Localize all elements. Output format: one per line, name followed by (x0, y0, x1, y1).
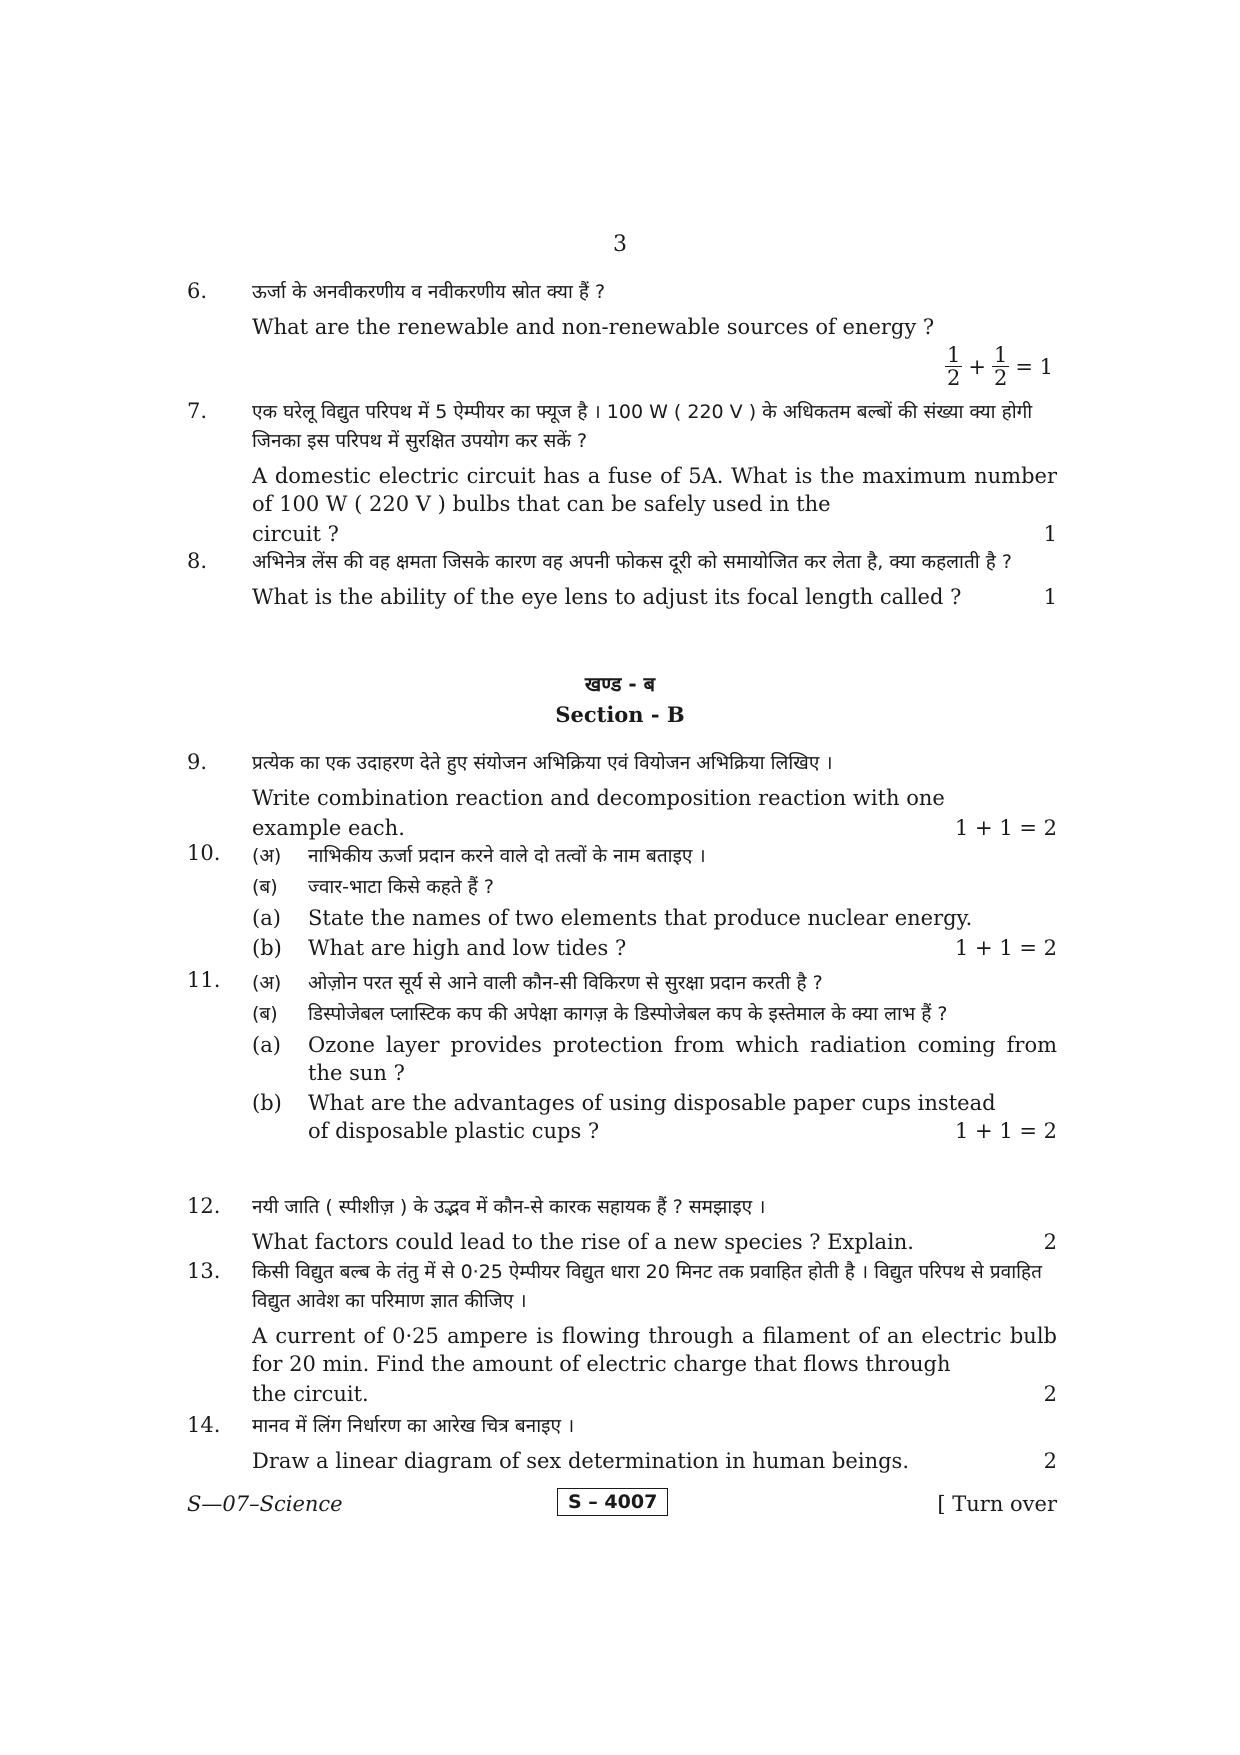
marks-line: circuit ? 1 (252, 522, 1057, 546)
question-text-hindi: किसी विद्युत बल्ब के तंतु में से 0·25 ऐम्पीयर विद्युत धारा 20 मिनट तक प्रवाहित होती है । विद्युत परिपथ से प्रवाहित विद्युत आवेश का परिमाण ज्ञात कीजिए । (252, 1261, 1042, 1312)
marks: 1 + 1 = 2 (955, 936, 1057, 960)
marks-fraction (945, 344, 1053, 389)
question-number: 7. (187, 399, 208, 423)
marks: 2 (1043, 1230, 1057, 1254)
marks: 2 (1043, 1449, 1057, 1473)
page-number: 3 (613, 232, 627, 257)
question-text-hindi: मानव में लिंग निर्धारण का आरेख चित्र बनाइए । (252, 1415, 575, 1437)
question-text-english: What factors could lead to the rise of a new species ? Explain. (252, 1230, 914, 1254)
question-number: 9. (187, 750, 208, 774)
sub-question-a: (a) State the names of two elements that produce nuclear energy. (252, 906, 973, 930)
question-text-hindi: प्रत्येक का एक उदाहरण देते हुए संयोजन अभिक्रिया एवं वियोजन अभिक्रिया लिखिए । (252, 752, 833, 774)
question-13 (187, 1258, 1057, 1408)
question-14 (187, 1412, 1057, 1475)
question-9 (187, 749, 1057, 842)
question-text-english: A domestic electric circuit has a fuse of 5A. What is the maximum number of 100 W ( 220 V ) bulbs that can be safely used in the (252, 464, 1057, 516)
question-text-hindi: अभिनेत्र लेंस की वह क्षमता जिसके कारण वह अपनी फोकस दूरी को समायोजित कर लेता है, क्या कहलाती है ? (252, 551, 1012, 573)
fraction-half: 1 2 (947, 343, 961, 390)
question-11 (187, 967, 1057, 1145)
sub-question-b-hindi: (ब) डिस्पोजेबल प्लास्टिक कप की अपेक्षा कागज़ के डिस्पोजेबल कप के इस्तेमाल के क्या लाभ हैं ? (252, 1003, 948, 1025)
fraction-half: $\frac{1}{2}$ (993, 343, 1008, 390)
sub-question-a-hindi: (अ) नाभिकीय ऊर्जा प्रदान करने वाले दो तत्वों के नाम बताइए । (252, 845, 706, 867)
question-8 (187, 548, 1057, 611)
plus-sign: + (968, 354, 986, 379)
question-text-english: A current of 0·25 ampere is flowing through a filament of an electric bulb for 20 min. Find the amount of electric charge that flows through (252, 1324, 1057, 1376)
question-number: 12. (187, 1194, 221, 1218)
marks-line: example each. 1 + 1 = 2 (252, 816, 1057, 840)
sub-question-b: (b) What are high and low tides ? 1 + 1 = 2 (252, 936, 1057, 960)
question-number: 13. (187, 1259, 221, 1283)
question-12 (187, 1193, 1057, 1256)
question-text-hindi: ऊर्जा के अनवीकरणीय व नवीकरणीय स्रोत क्या हैं ? (252, 281, 606, 303)
question-number: 10. (187, 841, 221, 865)
turn-over-note: [ Turn over (937, 1492, 1057, 1516)
marks-line (252, 1447, 1057, 1475)
question-number: 14. (187, 1413, 221, 1437)
marks: 1 (1043, 585, 1057, 609)
question-number: 11. (187, 968, 221, 992)
question-10 (187, 840, 1057, 962)
question-number: 6. (187, 279, 208, 303)
marks: 1 + 1 = 2 (955, 1119, 1057, 1143)
series-code-box: S – 4007 (557, 1488, 668, 1516)
sub-question-b-hindi: (ब) ज्वार-भाटा किसे कहते हैं ? (252, 876, 494, 898)
marks: 2 (1043, 1382, 1057, 1406)
question-7 (187, 398, 1057, 548)
marks-total: = 1 (1015, 354, 1053, 379)
marks-line (252, 583, 1057, 611)
page-footer (187, 1488, 1057, 1522)
question-text-english: Write combination reaction and decomposition reaction with one (252, 786, 945, 810)
sub-question-b: (b) What are the advantages of using disposable paper cups instead of disposable plastic cups ? 1 + 1 = 2 (252, 1091, 1057, 1143)
marks-line: the circuit. 2 (252, 1382, 1057, 1406)
paper-code: S—07–Science (187, 1492, 343, 1516)
sub-question-a: (a) Ozone layer provides protection from which radiation coming from the sun ? (252, 1033, 1057, 1085)
section-heading-hindi: खण्ड - ब (584, 672, 656, 696)
sub-question-a-hindi: (अ) ओज़ोन परत सूर्य से आने वाली कौन-सी विकिरण से सुरक्षा प्रदान करती है ? (252, 972, 823, 994)
section-heading: Section - B (555, 702, 685, 727)
marks: 1 (1043, 522, 1057, 546)
question-text-english: Draw a linear diagram of sex determination in human beings. (252, 1449, 909, 1473)
question-number: 8. (187, 549, 208, 573)
question-text-english: What are the renewable and non-renewable sources of energy ? (252, 315, 935, 339)
question-text-hindi: नयी जाति ( स्पीशीज़ ) के उद्भव में कौन-से कारक सहायक हैं ? समझाइए । (252, 1196, 766, 1218)
question-6 (187, 278, 1057, 341)
marks: 1 + 1 = 2 (955, 816, 1057, 840)
question-text-hindi: एक घरेलू विद्युत परिपथ में 5 ऐम्पीयर का फ्यूज है । 100 W ( 220 V ) के अधिकतम बल्बों की संख्या क्या होगी जिनका इस परिपथ में सुरक्षित उपयोग कर सकें ? (252, 401, 1033, 452)
question-text-english: What is the ability of the eye lens to adjust its focal length called ? (252, 585, 962, 609)
marks-line (252, 1228, 1057, 1256)
